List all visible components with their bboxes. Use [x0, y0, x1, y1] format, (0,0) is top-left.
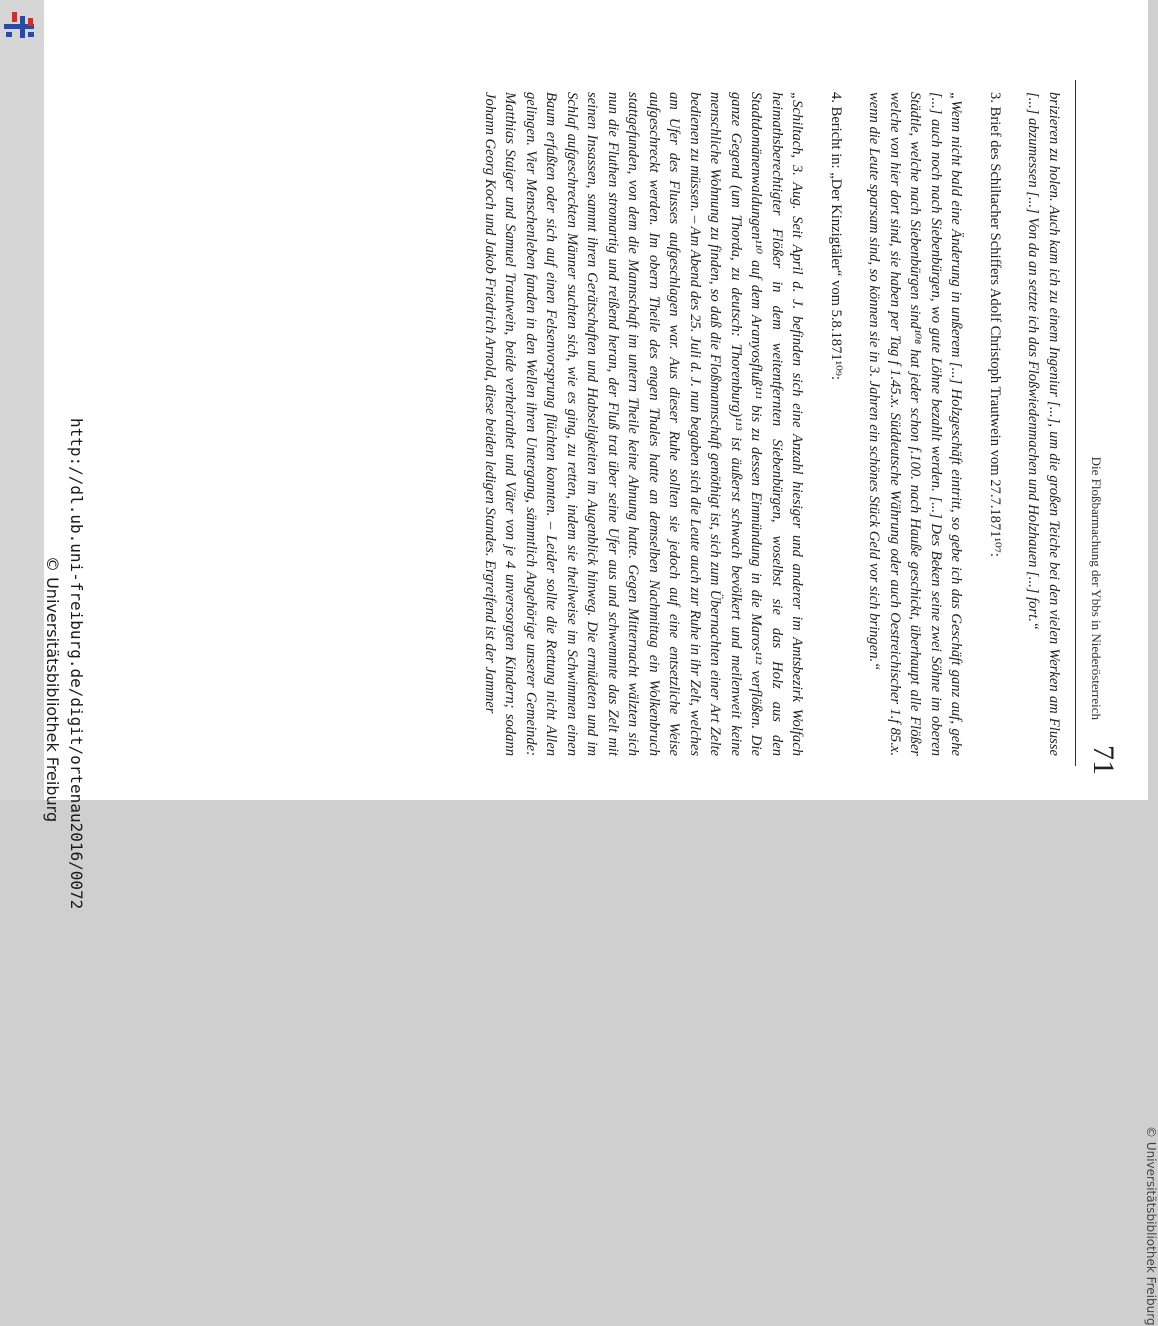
body-text — [480, 92, 1065, 756]
source-url-watermark: http://dl.ub.uni-freiburg.de/digit/ortenau2016/0072 — [67, 418, 86, 910]
library-logo-icon[interactable] — [2, 10, 42, 50]
copyright-watermark-partial: © Universitätsbibliothek Freiburg — [1144, 1126, 1158, 1326]
page-number: 71 — [1087, 745, 1120, 775]
section-heading: 4. Bericht in: „Der Kinzigtäler“ vom 5.8.1871¹⁰⁹: — [828, 92, 844, 381]
running-header: Die Floßbarmachung der Ybbs in Niederösterreich — [1089, 456, 1104, 720]
header-rule — [1075, 80, 1076, 766]
section-heading: 3. Brief des Schiltacher Schiffers Adolf Christoph Trautwein vom 27.7.1871¹⁰⁷: — [987, 92, 1003, 557]
paragraph: brizieren zu holen. Auch kam ich zu einem Ingeniur [...], um die großen Teiche bei den vielen Werken am Flusse [...] abzumessen [...] Von da an setzte ich das Floßwiedenmachen und Holzhauen [...] fort.“ — [1025, 92, 1062, 756]
document-page — [43, 0, 1158, 1326]
rotated-page-content — [43, 0, 1158, 1326]
viewer-sidebar — [0, 0, 44, 800]
copyright-watermark: © Universitätsbibliothek Freiburg — [43, 556, 62, 823]
paragraph: „Schiltach, 3. Aug. Seit April d. J. befinden sich eine Anzahl hiesiger und anderer im Amtsbezirk Wolfach heimathsberechtigter Flößer in dem weitentfernten Siebenbürgen, woselbst sie das Holz aus den Stadtdomänenwaldungen¹¹⁰ auf dem Aranyosfluß¹¹¹ bis zu dessen Einmündung in die Maros¹¹² verflößen. Die ganze Gegend (um Thorda, zu deutsch: Thorenburg)¹¹³ ist äußerst schwach bevölkert und meilenweit keine menschliche Wohnung zu finden, so daß die Floßmannschaft genöthigt ist, sich zum Übernachten einer Art Zelte bedienen zu müssen. – Am Abend des 25. Juli d. J. nun begaben sich die Leute auch zur Ruhe in ihr Zelt, welches am Ufer des Flusses aufgeschlagen war. Aus dieser Ruhe sollten sie jedoch auf eine entsetzliche Weise aufgeschreckt werden. Im obern Theile des engen Thales hatte an demselben Nachmittag ein Wolkenbruch stattgefunden, von dem die Mannschaft im untern Theile keine Ahnung hatte. Gegen Mitternacht wälzten sich nun die Fluthen stromartig und reißend heran, der Fluß trat über seine Ufer aus und schwemmte das Zelt mit seinen Insassen, sammt ihren Gerätschaften und Habseligkeiten im Augenblick hinweg. Die ermüdeten und im Schlaf aufgeschreckten Männer suchten sich, wie es ging, zu retten, indem sie theilweise im Schwimmen einen Baum erfaßten oder sich auf einen Felsenvorsprung flüchten konnten. – Leider sollte die Rettung nicht Allen gelingen. Vier Menschenleben fanden in den Wellen ihren Untergang, sämmtlich Angehörige unserer Gemeinde: Matthias Staiger und Samuel Trautwein, beide verheirathet und Väter von je 4 unversorgten Kindern; sodann Johann Georg Koch und Jakob Friedrich Arnold, diese beiden ledigen Standes. Ergreifend ist der Jammer — [482, 92, 806, 756]
paragraph: „Wenn nicht bald eine Änderung in unßerem [...] Holzgeschäft eintritt, so gebe ich das Geschäft ganz auf, gehe [...] auch noch nach Siebenbürgen, wo gute Löhne bezahlt werden. [...] Des Beken seine zwei Söhne im oberen Städtle, welche nach Siebenbürgen sind¹⁰⁸ hat jeder schon f.100. nach Hauße geschickt, überhaupt alle Flößer welche von hier dort sind, sie haben per Tag f 1.45.x. Süddeutsche Währung oder auch Oestreichischer 1.f 85.x. wenn die Leute sparsam sind, so können sie in 3. Jahren ein schönes Stück Geld vor sich bringen.“ — [866, 92, 965, 756]
